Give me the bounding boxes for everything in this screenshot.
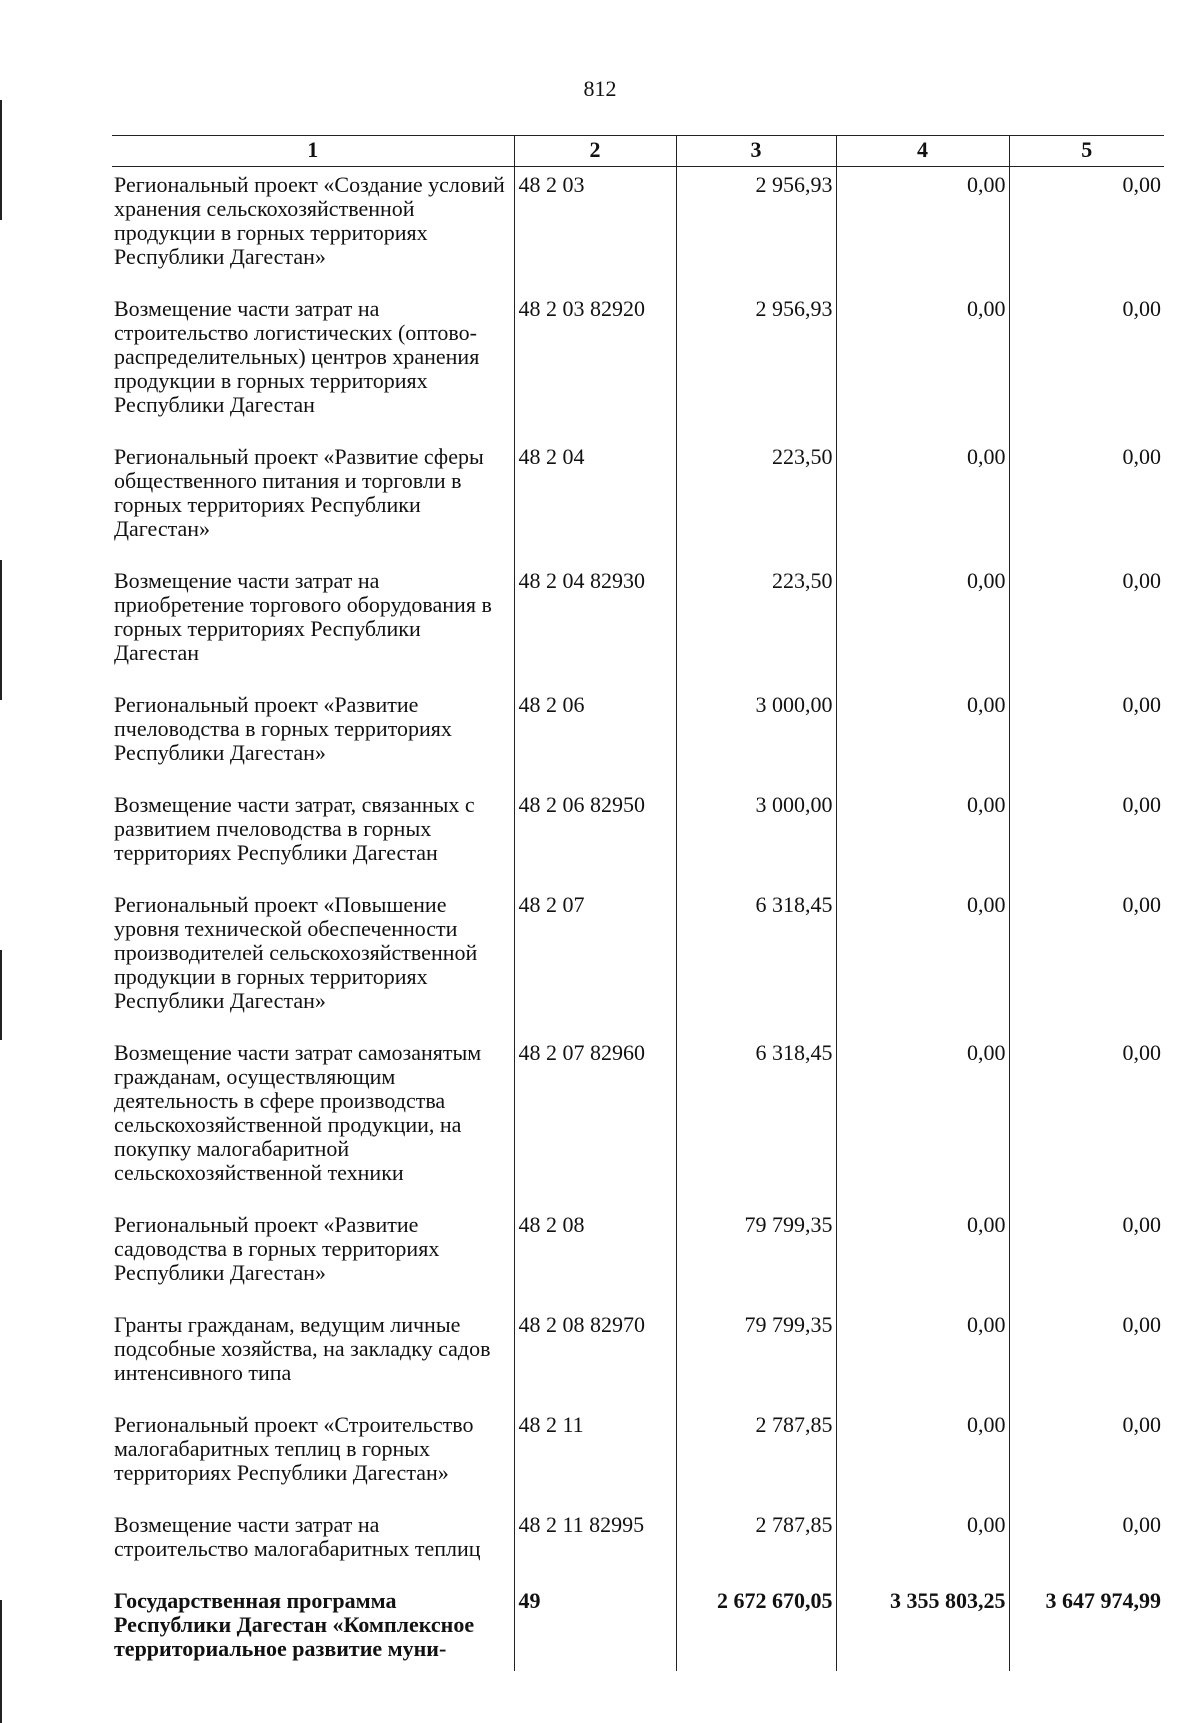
row-code-cell: 48 2 08 [514,1205,676,1305]
row-value-col4: 0,00 [836,885,1009,1033]
row-code-cell: 49 [514,1581,676,1671]
row-value-col4: 0,00 [836,561,1009,685]
row-code-cell: 48 2 11 [514,1405,676,1505]
column-header-3: 3 [676,136,836,167]
table-row [112,1033,1164,1205]
row-value-col5: 0,00 [1009,785,1164,885]
row-value-col3: 3 000,00 [676,685,836,785]
table-row [112,561,1164,685]
row-value-col4: 0,00 [836,1205,1009,1305]
row-name-cell: Государственная программа Республики Дагестан «Комплексное территориальное развитие муни- [114,1588,475,1661]
row-value-col3: 2 672 670,05 [676,1581,836,1671]
table-row [112,1581,1164,1671]
row-code-cell: 48 2 03 [514,167,676,290]
row-name-cell: Возмещение части затрат на строительство логистических (оптово-распределительных) центров хранения продукции в горных территориях Республики Дагестан [114,296,480,417]
row-name-cell: Региональный проект «Строительство малогабаритных теплиц в горных территориях Республики Дагестан» [114,1412,474,1485]
row-value-col3: 2 956,93 [676,167,836,290]
row-value-col3: 6 318,45 [676,1033,836,1205]
row-value-col3: 79 799,35 [676,1205,836,1305]
row-code-cell: 48 2 04 82930 [514,561,676,685]
row-value-col5: 0,00 [1009,1305,1164,1405]
row-value-col3: 223,50 [676,437,836,561]
row-value-col5: 3 647 974,99 [1009,1581,1164,1671]
row-code-cell: 48 2 04 [514,437,676,561]
row-name-cell: Региональный проект «Повышение уровня технической обеспеченности производителей сельскохозяйственной продукции в горных территориях Республики Дагестан» [114,892,478,1013]
scan-edge-mark [0,1600,2,1723]
scan-edge-mark [0,950,2,1040]
row-code-cell: 48 2 03 82920 [514,289,676,437]
column-header-5: 5 [1009,136,1164,167]
row-value-col5: 0,00 [1009,561,1164,685]
row-value-col4: 0,00 [836,437,1009,561]
row-value-col4: 0,00 [836,167,1009,290]
table-row [112,685,1164,785]
row-name-cell: Возмещение части затрат на приобретение торгового оборудования в горных территориях Республики Дагестан [114,568,492,665]
row-value-col5: 0,00 [1009,885,1164,1033]
row-name-cell: Возмещение части затрат самозанятым гражданам, осуществляющим деятельность в сфере производства сельскохозяйственной продукции, на покупку малогабаритной сельскохозяйственной техники [114,1040,482,1185]
row-value-col5: 0,00 [1009,437,1164,561]
row-value-col4: 0,00 [836,1405,1009,1505]
row-value-col4: 0,00 [836,785,1009,885]
row-value-col3: 79 799,35 [676,1305,836,1405]
table-row [112,167,1164,290]
row-name-cell: Возмещение части затрат на строительство малогабаритных теплиц [114,1512,481,1561]
row-code-cell: 48 2 07 [514,885,676,1033]
column-header-1: 1 [112,136,514,167]
row-code-cell: 48 2 06 [514,685,676,785]
table-row [112,1305,1164,1405]
row-code-cell: 48 2 06 82950 [514,785,676,885]
table-header-row [112,136,1164,167]
column-header-4: 4 [836,136,1009,167]
row-value-col5: 0,00 [1009,1205,1164,1305]
table-row [112,289,1164,437]
table-row [112,885,1164,1033]
row-value-col5: 0,00 [1009,167,1164,290]
table-body [112,167,1164,1672]
row-code-cell: 48 2 11 82995 [514,1505,676,1581]
row-value-col3: 2 787,85 [676,1505,836,1581]
row-value-col4: 0,00 [836,1505,1009,1581]
row-value-col3: 2 787,85 [676,1405,836,1505]
row-value-col4: 0,00 [836,1033,1009,1205]
row-name-cell: Гранты гражданам, ведущим личные подсобные хозяйства, на закладку садов интенсивного типа [114,1312,491,1385]
row-value-col5: 0,00 [1009,685,1164,785]
row-value-col5: 0,00 [1009,289,1164,437]
row-value-col4: 3 355 803,25 [836,1581,1009,1671]
table-row [112,1205,1164,1305]
row-value-col3: 2 956,93 [676,289,836,437]
row-value-col5: 0,00 [1009,1033,1164,1205]
row-value-col3: 6 318,45 [676,885,836,1033]
row-value-col5: 0,00 [1009,1505,1164,1581]
row-value-col4: 0,00 [836,289,1009,437]
table-row [112,785,1164,885]
page-number: 812 [583,76,617,101]
row-name-cell: Региональный проект «Развитие пчеловодства в горных территориях Республики Дагестан» [114,692,452,765]
row-value-col3: 3 000,00 [676,785,836,885]
row-value-col3: 223,50 [676,561,836,685]
table-row [112,1505,1164,1581]
row-value-col5: 0,00 [1009,1405,1164,1505]
table-row [112,437,1164,561]
row-code-cell: 48 2 07 82960 [514,1033,676,1205]
budget-table [112,135,1164,1671]
row-code-cell: 48 2 08 82970 [514,1305,676,1405]
row-name-cell: Региональный проект «Развитие садоводства в горных территориях Республики Дагестан» [114,1212,440,1285]
row-name-cell: Региональный проект «Развитие сферы общественного питания и торговли в горных территориях Республики Дагестан» [114,444,484,541]
scan-edge-mark [0,560,2,700]
scan-edge-mark [0,100,2,220]
column-header-2: 2 [514,136,676,167]
row-value-col4: 0,00 [836,685,1009,785]
row-name-cell: Региональный проект «Создание условий хранения сельскохозяйственной продукции в горных территориях Республики Дагестан» [114,172,505,269]
table-row [112,1405,1164,1505]
row-value-col4: 0,00 [836,1305,1009,1405]
row-name-cell: Возмещение части затрат, связанных с развитием пчеловодства в горных территориях Республики Дагестан [114,792,475,865]
